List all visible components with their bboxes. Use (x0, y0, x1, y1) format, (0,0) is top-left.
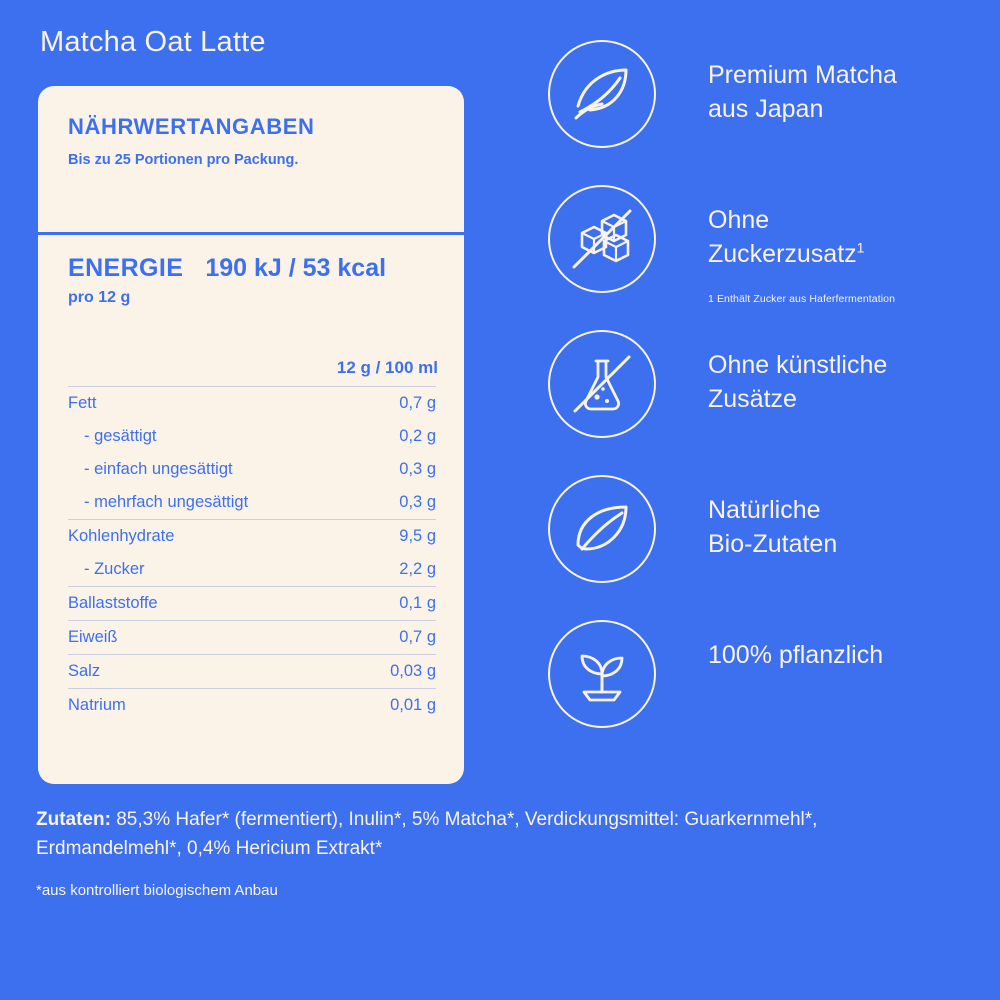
nutrient-value: 0,3 g (399, 493, 436, 511)
table-row (68, 655, 436, 689)
feature-line-2: Zusätze (708, 385, 797, 413)
organic-leaf-icon (548, 475, 656, 583)
ingredients-text: 85,3% Hafer* (fermentiert), Inulin*, 5% Matcha*, Verdickungsmittel: Guarkernmehl*, Erdmandelmehl*, 0,4% Hericium Extrakt* (36, 809, 818, 859)
feature-text (708, 203, 978, 271)
page-title: Matcha Oat Latte (40, 26, 266, 58)
feature-footnote: 1 Enthält Zucker aus Haferfermentation (708, 293, 896, 305)
nutrient-name: Fett (68, 387, 361, 421)
table-row (68, 453, 436, 486)
nutrient-value: 0,03 g (361, 655, 436, 689)
nutrient-value: 9,5 g (361, 520, 436, 554)
energy-label: ENERGIE (68, 254, 184, 282)
feature-line-1: 100% pflanzlich (708, 641, 884, 669)
feature-list (548, 40, 968, 765)
no-sugar-cubes-icon (548, 185, 656, 293)
feature-line-1: Natürliche (708, 496, 821, 524)
energy-per-serving: pro 12 g (68, 289, 131, 306)
no-artificial-flask-icon (548, 330, 656, 438)
nutrient-name: Salz (68, 655, 361, 689)
nutrient-name: Ballaststoffe (68, 587, 361, 621)
feature-line-2: Zuckerzusatz (708, 240, 857, 268)
nutrition-column-header: 12 g / 100 ml (336, 358, 438, 377)
energy-value: 190 kJ / 53 kcal (205, 254, 387, 282)
feature-line-1: Ohne (708, 206, 770, 234)
servings-text: Bis zu 25 Portionen pro Packung. (68, 152, 299, 168)
ingredients-footnote: *aus kontrolliert biologischem Anbau (36, 882, 278, 899)
feature-text (708, 493, 978, 561)
nutrient-value: 2,2 g (399, 560, 436, 578)
feature-item (548, 185, 968, 330)
nutrient-name: - Zucker (84, 560, 145, 578)
nutrition-table (68, 386, 436, 722)
nutrient-value: 0,1 g (361, 587, 436, 621)
nutrient-value: 0,7 g (361, 387, 436, 421)
feature-item (548, 40, 968, 185)
nutrient-name: - gesättigt (84, 427, 157, 445)
feature-line-2: Bio-Zutaten (708, 530, 838, 558)
plant-sprout-icon (548, 620, 656, 728)
feature-item (548, 620, 968, 765)
nutrient-value: 0,7 g (361, 621, 436, 655)
table-row (68, 520, 436, 554)
table-row (68, 387, 436, 421)
nutrient-name: - einfach ungesättigt (84, 460, 233, 478)
feature-line-1: Ohne künstliche (708, 351, 888, 379)
nutrient-name: Natrium (68, 689, 361, 723)
divider (38, 232, 464, 235)
nutrition-heading: NÄHRWERTANGABEN (68, 114, 315, 139)
table-row (68, 689, 436, 723)
feature-line-2: aus Japan (708, 95, 824, 123)
table-row (68, 553, 436, 587)
table-row (68, 420, 436, 453)
feature-line-1: Premium Matcha (708, 61, 897, 89)
ingredients-block (36, 806, 966, 863)
nutrient-name: - mehrfach ungesättigt (84, 493, 249, 511)
nutrient-value: 0,2 g (399, 427, 436, 445)
nutrient-name: Kohlenhydrate (68, 520, 361, 554)
ingredients-label: Zutaten: (36, 809, 111, 830)
nutrition-header (38, 86, 464, 168)
feature-item (548, 330, 968, 475)
feature-text (708, 348, 978, 416)
nutrition-card (38, 86, 464, 784)
nutrient-value: 0,01 g (361, 689, 436, 723)
feature-text (708, 58, 978, 126)
table-row (68, 621, 436, 655)
nutrient-name: Eiweiß (68, 621, 361, 655)
feature-text (708, 638, 978, 672)
table-row (68, 587, 436, 621)
footnote-marker: 1 (856, 239, 865, 256)
table-row (68, 486, 436, 520)
feature-item (548, 475, 968, 620)
nutrient-value: 0,3 g (399, 460, 436, 478)
energy-block (68, 254, 438, 307)
matcha-leaves-icon (548, 40, 656, 148)
